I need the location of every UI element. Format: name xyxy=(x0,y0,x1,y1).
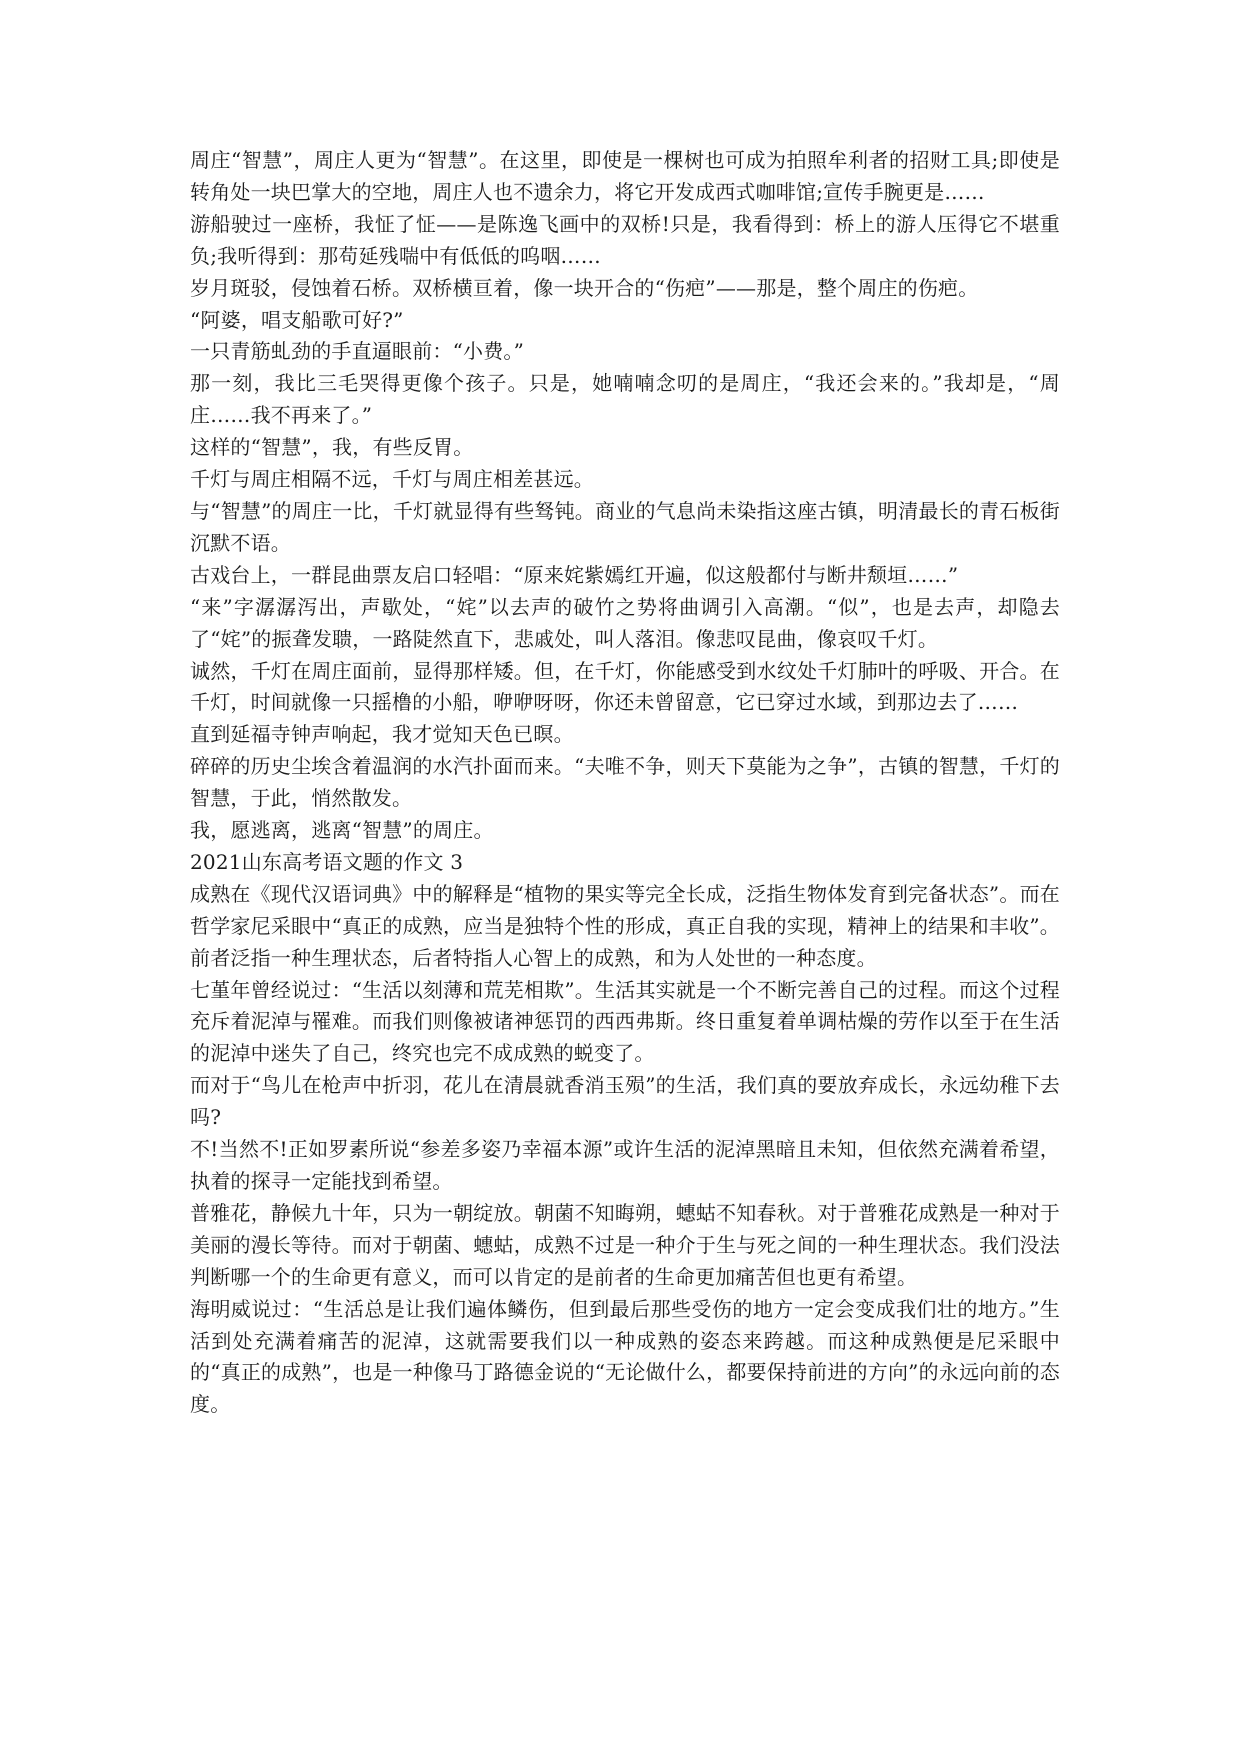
paragraph: 直到延福寺钟声响起，我才觉知天色已暝。 xyxy=(190,722,574,747)
paragraph: 与“智慧”的周庄一比，千灯就显得有些驽钝。商业的气息尚未染指这座古镇，明清最长的青石板街沉默不语。 xyxy=(190,498,1060,555)
paragraph: 这样的“智慧”，我，有些反胃。 xyxy=(190,435,474,460)
paragraph: 周庄“智慧”，周庄人更为“智慧”。在这里，即使是一棵树也可成为拍照牟利者的招财工具;即使是转角处一块巴掌大的空地，周庄人也不遗余力，将它开发成西式咖啡馆;宣传手腕更是…… xyxy=(190,148,1060,204)
paragraph: 诚然，千灯在周庄面前，显得那样矮。但，在千灯，你能感受到水纹处千灯肺叶的呼吸、开合。在千灯，时间就像一只摇橹的小船，咿咿呀呀，你还未曾留意，它已穿过水域，到那边去了…… xyxy=(190,658,1060,715)
paragraph: 碎碎的历史尘埃含着温润的水汽扑面而来。“夫唯不争，则天下莫能为之争”，古镇的智慧，千灯的智慧，于此，悄然散发。 xyxy=(190,754,1060,811)
paragraph: “来”字潺潺泻出，声歇处，“姹”以去声的破竹之势将曲调引入高潮。“似”，也是去声，却隐去了“姹”的振聋发聩，一路陡然直下，悲戚处，叫人落泪。像悲叹昆曲，像哀叹千灯。 xyxy=(190,594,1060,651)
paragraph: 岁月斑驳，侵蚀着石桥。双桥横亘着，像一块开合的“伤疤”——那是，整个周庄的伤疤。 xyxy=(190,275,979,300)
paragraph: 成熟在《现代汉语词典》中的解释是“植物的果实等完全长成，泛指生物体发育到完备状态”。而在哲学家尼采眼中“真正的成熟，应当是独特个性的形成，真正自我的实现，精神上的结果和丰收”。前者泛指一种生理状态，后者特指人心智上的成熟，和为人处世的一种态度。 xyxy=(190,881,1060,970)
paragraph: 而对于“鸟儿在枪声中折羽，花儿在清晨就香消玉殒”的生活，我们真的要放弃成长，永远幼稚下去吗? xyxy=(190,1073,1060,1130)
paragraph: 七堇年曾经说过：“生活以刻薄和荒芜相欺”。生活其实就是一个不断完善自己的过程。而这个过程充斥着泥淖与罹难。而我们则像被诸神惩罚的西西弗斯。终日重复着单调枯燥的劳作以至于在生活的泥淖中迷失了自己，终究也完不成成熟的蜕变了。 xyxy=(190,977,1060,1066)
paragraph: 海明威说过：“生活总是让我们遍体鳞伤，但到最后那些受伤的地方一定会变成我们壮的地方。”生活到处充满着痛苦的泥淖，这就需要我们以一种成熟的姿态来跨越。而这种成熟便是尼采眼中的“真正的成熟”，也是一种像马丁路德金说的“无论做什么，都要保持前进的方向”的永远向前的态度。 xyxy=(190,1296,1060,1417)
paragraph: 不!当然不!正如罗素所说“参差多姿乃幸福本源”或许生活的泥淖黑暗且未知，但依然充满着希望，执着的探寻一定能找到希望。 xyxy=(190,1137,1060,1193)
paragraph: 游船驶过一座桥，我怔了怔——是陈逸飞画中的双桥!只是，我看得到：桥上的游人压得它不堪重负;我听得到：那苟延残喘中有低低的呜咽…… xyxy=(190,211,1060,268)
paragraph: 千灯与周庄相隔不远，千灯与周庄相差甚远。 xyxy=(190,467,594,492)
paragraph: 一只青筋虬劲的手直逼眼前：“小费。” xyxy=(190,339,525,364)
document-page xyxy=(190,145,1060,1421)
paragraph: “阿婆，唱支船歌可好?” xyxy=(190,307,404,332)
paragraph: 我，愿逃离，逃离“智慧”的周庄。 xyxy=(190,818,494,843)
paragraph: 普雅花，静候九十年，只为一朝绽放。朝菌不知晦朔，蟪蛄不知春秋。对于普雅花成熟是一种对于美丽的漫长等待。而对于朝菌、蟪蛄，成熟不过是一种介于生与死之间的一种生理状态。我们没法判断哪一个的生命更有意义，而可以肯定的是前者的生命更加痛苦但也更有希望。 xyxy=(190,1200,1060,1289)
paragraph: 那一刻，我比三毛哭得更像个孩子。只是，她喃喃念叨的是周庄，“我还会来的。”我却是，“周庄……我不再来了。” xyxy=(190,371,1060,428)
section-title: 2021山东高考语文题的作文 3 xyxy=(190,849,464,874)
paragraph: 古戏台上，一群昆曲票友启口轻唱：“原来姹紫嫣红开遍，似这般都付与断井颓垣……” xyxy=(190,562,959,587)
